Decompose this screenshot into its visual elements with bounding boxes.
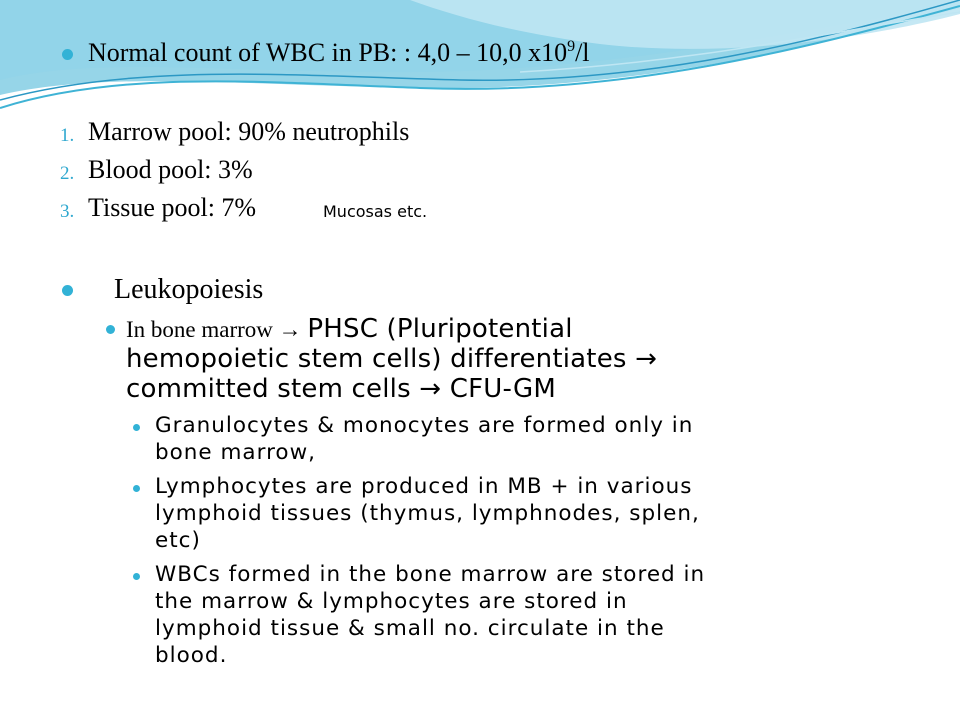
- level3-line: WBCs formed in the bone marrow are stored in: [155, 562, 706, 587]
- bullet-dot: [133, 485, 140, 492]
- level3-line: blood.: [155, 643, 228, 668]
- level2-line3: committed stem cells → CFU-GM: [126, 374, 557, 404]
- level3-line: Granulocytes & monocytes are formed only in: [155, 413, 694, 438]
- bullet-dot: [106, 325, 115, 334]
- bullet-dot: [62, 49, 73, 60]
- level3-bullet: [155, 473, 700, 554]
- pool-number: 3.: [60, 201, 75, 222]
- bullet-dot: [133, 573, 140, 580]
- summary-text: Normal count of WBC in PB: : 4,0 – 10,0 x10: [88, 38, 568, 67]
- level2-line2: hemopoietic stem cells) differentiates →: [126, 344, 658, 374]
- pool-number: 2.: [60, 163, 75, 184]
- level2-serif-text: In bone marrow →: [126, 317, 308, 342]
- summary-bullet: [88, 38, 590, 68]
- pool-text: Blood pool: 3%: [88, 155, 253, 184]
- section-heading: Leukopoiesis: [114, 274, 264, 305]
- level2-line1: PHSC (Pluripotential: [307, 314, 573, 344]
- level3-line: lymphoid tissue & small no. circulate in the: [155, 616, 665, 641]
- level3-line: etc): [155, 528, 201, 553]
- pool-note: Mucosas etc.: [323, 202, 428, 221]
- level3-bullet: [155, 412, 693, 466]
- bullet-dot: [62, 285, 73, 296]
- pool-text: Marrow pool: 90% neutrophils: [88, 117, 410, 146]
- level3-line: Lymphocytes are produced in MB + in various: [155, 474, 693, 499]
- pool-text: Tissue pool: 7%: [88, 193, 257, 222]
- level3-line: the marrow & lymphocytes are stored in: [155, 589, 628, 614]
- bullet-dot: [133, 424, 140, 431]
- summary-superscript: 9: [567, 38, 576, 55]
- level3-bullet: [155, 561, 705, 669]
- level3-line: lymphoid tissues (thymus, lymphnodes, splen,: [155, 501, 700, 526]
- summary-suffix: /l: [575, 38, 590, 67]
- level3-line: bone marrow,: [155, 440, 317, 465]
- pool-number: 1.: [60, 125, 75, 146]
